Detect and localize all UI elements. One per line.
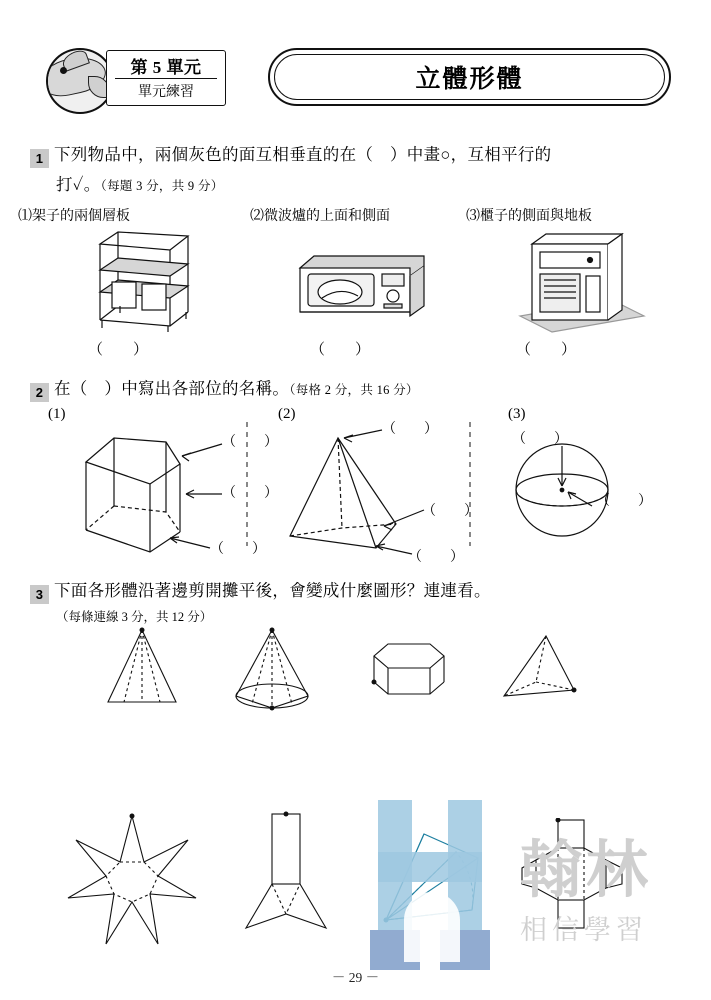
page-header [46, 48, 671, 110]
q2-1-blank-3[interactable]: （ ） [210, 542, 266, 557]
page-title [268, 48, 671, 106]
question-3-points: （每條連線 3 分，共 12 分） [56, 610, 213, 624]
page-number: － 29 － [331, 970, 380, 985]
sphere-figure [500, 430, 680, 550]
q2-subitem-3-label: (3) [508, 406, 526, 422]
pentagonal-prism-figure [70, 426, 278, 557]
question-1 [30, 140, 675, 201]
question-1-figures [0, 224, 711, 334]
hexagonal-pyramid-figure [222, 626, 322, 716]
triangular-pyramid-figure [490, 632, 590, 712]
question-1-text-line1: 下列物品中，兩個灰色的面互相垂直的在（ ）中畫○，互相平行的 [54, 145, 552, 164]
question-2-number: 2 [30, 383, 49, 402]
cone-net-figure [232, 810, 342, 940]
page-title-text: 立體形體 [415, 66, 524, 93]
q2-subitem-1-label: (1) [48, 406, 66, 422]
question-1-number: 1 [30, 149, 49, 168]
shelf-figure [78, 222, 208, 332]
question-1-points: （每題 3 分，共 9 分） [100, 179, 224, 193]
microwave-figure [292, 246, 432, 326]
watermark-tagline: 相信學習 [520, 915, 648, 945]
watermark-brand: 翰林 [520, 837, 653, 905]
q2-subitem-2-label: (2) [278, 406, 296, 422]
q2-2-blank-2[interactable]: （ ） [422, 504, 478, 519]
q2-3-blank-1[interactable]: （ ） [512, 432, 568, 447]
star-net-figure [62, 810, 202, 950]
square-pyramid-figure [272, 422, 478, 565]
question-1-answer-blanks [0, 338, 711, 360]
cabinet-figure [510, 224, 650, 334]
hexagonal-prism-figure [354, 638, 464, 708]
answer-blank-2[interactable]: （ ） [310, 342, 371, 358]
subitem-2-label: ⑵微波爐的上面和側面 [250, 209, 390, 224]
q2-1-blank-1[interactable]: （ ） [222, 435, 278, 450]
question-2-text: 在（ ）中寫出各部位的名稱。 [54, 379, 290, 398]
unit-label [106, 50, 226, 106]
answer-blank-3[interactable]: （ ） [516, 342, 577, 358]
q2-1-blank-2[interactable]: （ ） [222, 486, 278, 501]
question-3-bottom-figures [0, 800, 711, 950]
question-3 [30, 576, 675, 628]
question-3-text: 下面各形體沿著邊剪開攤平後，會變成什麼圖形？連連看。 [54, 581, 491, 600]
prism-net-figure [516, 818, 646, 938]
fish-mascot-icon [46, 48, 114, 114]
question-3-number: 3 [30, 585, 49, 604]
unit-subtitle: 單元練習 [138, 85, 194, 100]
q2-2-blank-1[interactable]: （ ） [382, 422, 438, 437]
question-2 [30, 374, 675, 405]
unit-number: 第 5 單元 [130, 58, 202, 77]
subitem-3-label: ⑶櫃子的側面與地板 [466, 209, 592, 224]
cone-figure [96, 626, 192, 716]
question-2-points: （每格 2 分，共 16 分） [289, 383, 419, 397]
question-3-top-figures [0, 626, 711, 716]
q2-3-blank-2[interactable]: （ ） [596, 494, 652, 509]
fan-net-figure [368, 824, 498, 944]
subitem-1-label: ⑴架子的兩個層板 [18, 209, 130, 224]
question-2-figures [0, 416, 711, 566]
answer-blank-1[interactable]: （ ） [88, 342, 149, 358]
question-1-text-line2: 打✓。 [56, 175, 101, 194]
q2-2-blank-3[interactable]: （ ） [408, 550, 464, 565]
